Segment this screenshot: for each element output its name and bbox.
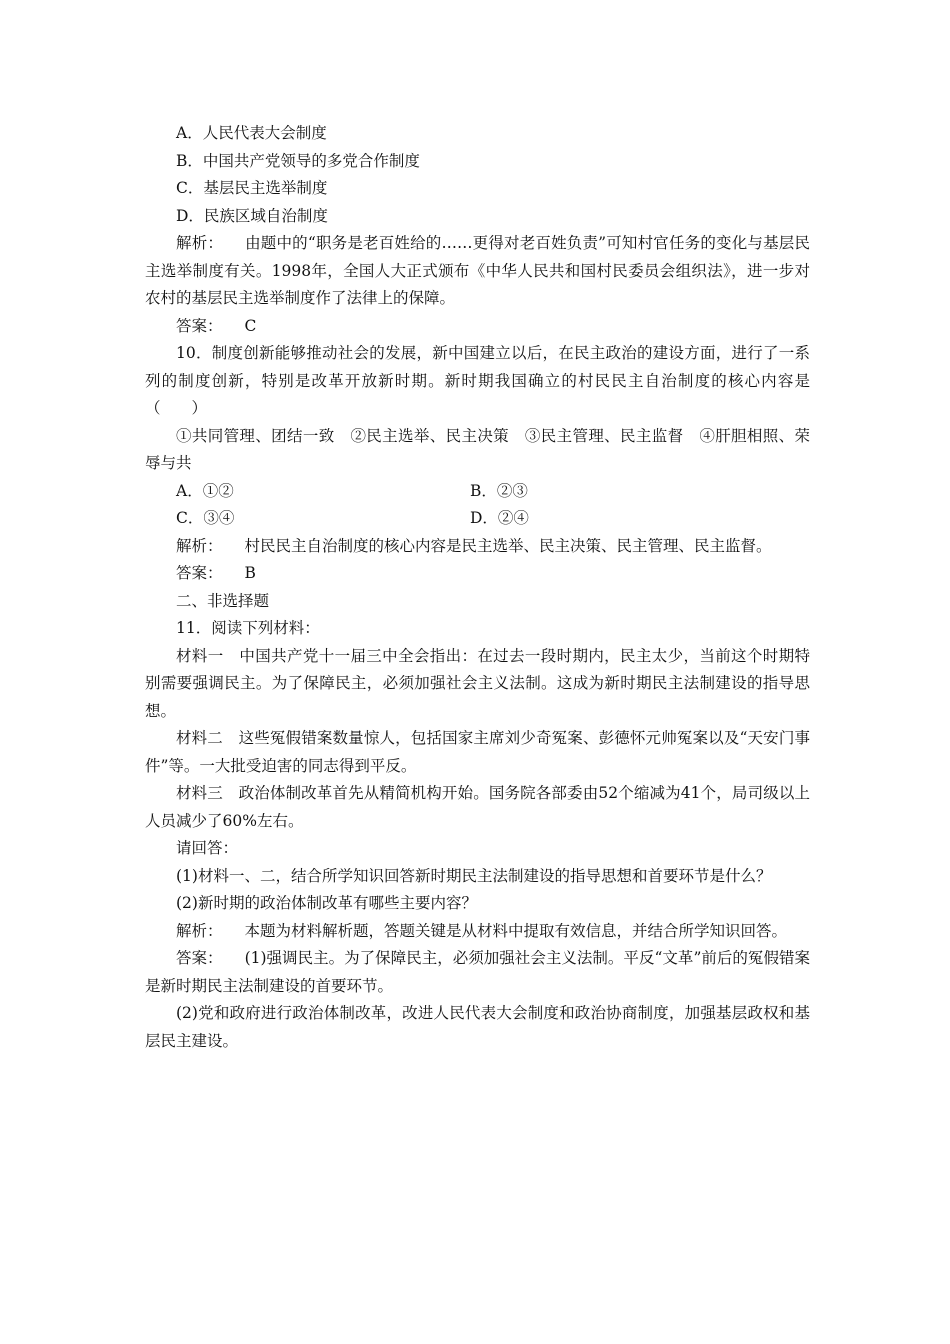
q11-answer-1	[145, 945, 810, 1000]
q9-answer-value: C	[244, 316, 257, 335]
q10-items: ①共同管理、团结一致 ②民主选举、民主决策 ③民主管理、民主监督 ④肝胆相照、荣辱与共	[145, 426, 810, 472]
q10-option-a: A．①②	[176, 481, 234, 500]
q11-sub-question-2: (2)新时期的政治体制改革有哪些主要内容？	[176, 894, 477, 912]
q11-analysis-text: 本题为材料解析题，答题关键是从材料中提取有效信息，并结合所学知识回答。	[244, 921, 788, 940]
q10-options-row-1	[145, 478, 810, 506]
q11-sub-question-1: (1)材料一、二，结合所学知识回答新时期民主法制建设的指导思想和首要环节是什么？	[176, 866, 772, 885]
q10-analysis	[145, 533, 810, 561]
q9-option-c: C．基层民主选举制度	[176, 179, 328, 197]
q9-option-b: B．中国共产党领导的多党合作制度	[176, 151, 420, 170]
q10-option-c: C．③④	[176, 509, 235, 527]
q11-answer-label: 答案：	[176, 949, 223, 967]
q10-stem: 10．制度创新能够推动社会的发展，新中国建立以后，在民主政治的建设方面，进行了一系列的制度创新，特别是改革开放新时期。新时期我国确立的村民民主自治制度的核心内容是（ ）	[145, 344, 810, 417]
q10-analysis-text: 村民民主自治制度的核心内容是民主选举、民主决策、民主管理、民主监督。	[244, 536, 772, 555]
document-page	[145, 120, 810, 1055]
q11-answer-2: (2)党和政府进行政治体制改革，改进人民代表大会制度和政治协商制度，加强基层政权和基层民主建设。	[145, 1004, 810, 1050]
q9-answer	[145, 313, 810, 341]
q11-material-2: 材料二 这些冤假错案数量惊人，包括国家主席刘少奇冤案、彭德怀元帅冤案以及“天安门事件”等。一大批受迫害的同志得到平反。	[145, 729, 810, 775]
q10-option-d: D．②④	[470, 509, 529, 527]
q9-analysis	[145, 230, 810, 313]
q10-answer-value: B	[244, 564, 256, 582]
q11-material-1: 材料一 中国共产党十一届三中全会指出：在过去一段时期内，民主太少，当前这个时期特别需要强调民主。为了保障民主，必须加强社会主义法制。这成为新时期民主法制建设的指导思想。	[145, 646, 810, 720]
q9-answer-label: 答案：	[176, 316, 223, 335]
q11-answer-1-text: (1)强调民主。为了保障民主，必须加强社会主义法制。平反“文革”前后的冤假错案是新时期民主法制建设的首要环节。	[145, 949, 810, 995]
q10-options-row-2	[145, 505, 810, 533]
q10-answer	[145, 560, 810, 588]
q9-analysis-label: 解析：	[176, 234, 224, 252]
q11-analysis-label: 解析：	[176, 921, 223, 940]
q10-option-b: B．②③	[470, 481, 528, 500]
q10-answer-label: 答案：	[176, 564, 223, 582]
q10-analysis-label: 解析：	[176, 536, 223, 555]
q9-option-a: A．人民代表大会制度	[176, 124, 327, 142]
q9-analysis-text: 由题中的“职务是老百姓给的……更得对老百姓负责”可知村官任务的变化与基层民主选举制度有关。1998年，全国人大正式颁布《中华人民共和国村民委员会组织法》，进一步对农村的基层民主选举制度作了法律上的保障。	[145, 234, 810, 307]
q11-stem: 11．阅读下列材料：	[176, 619, 320, 637]
section-heading: 二、非选择题	[176, 591, 270, 610]
q11-ask: 请回答：	[176, 839, 239, 857]
q11-material-3: 材料三 政治体制改革首先从精简机构开始。国务院各部委由52个缩减为41个，局司级以上人员减少了60%左右。	[145, 784, 810, 830]
q9-option-d: D．民族区域自治制度	[176, 206, 328, 225]
q11-analysis	[145, 918, 810, 946]
